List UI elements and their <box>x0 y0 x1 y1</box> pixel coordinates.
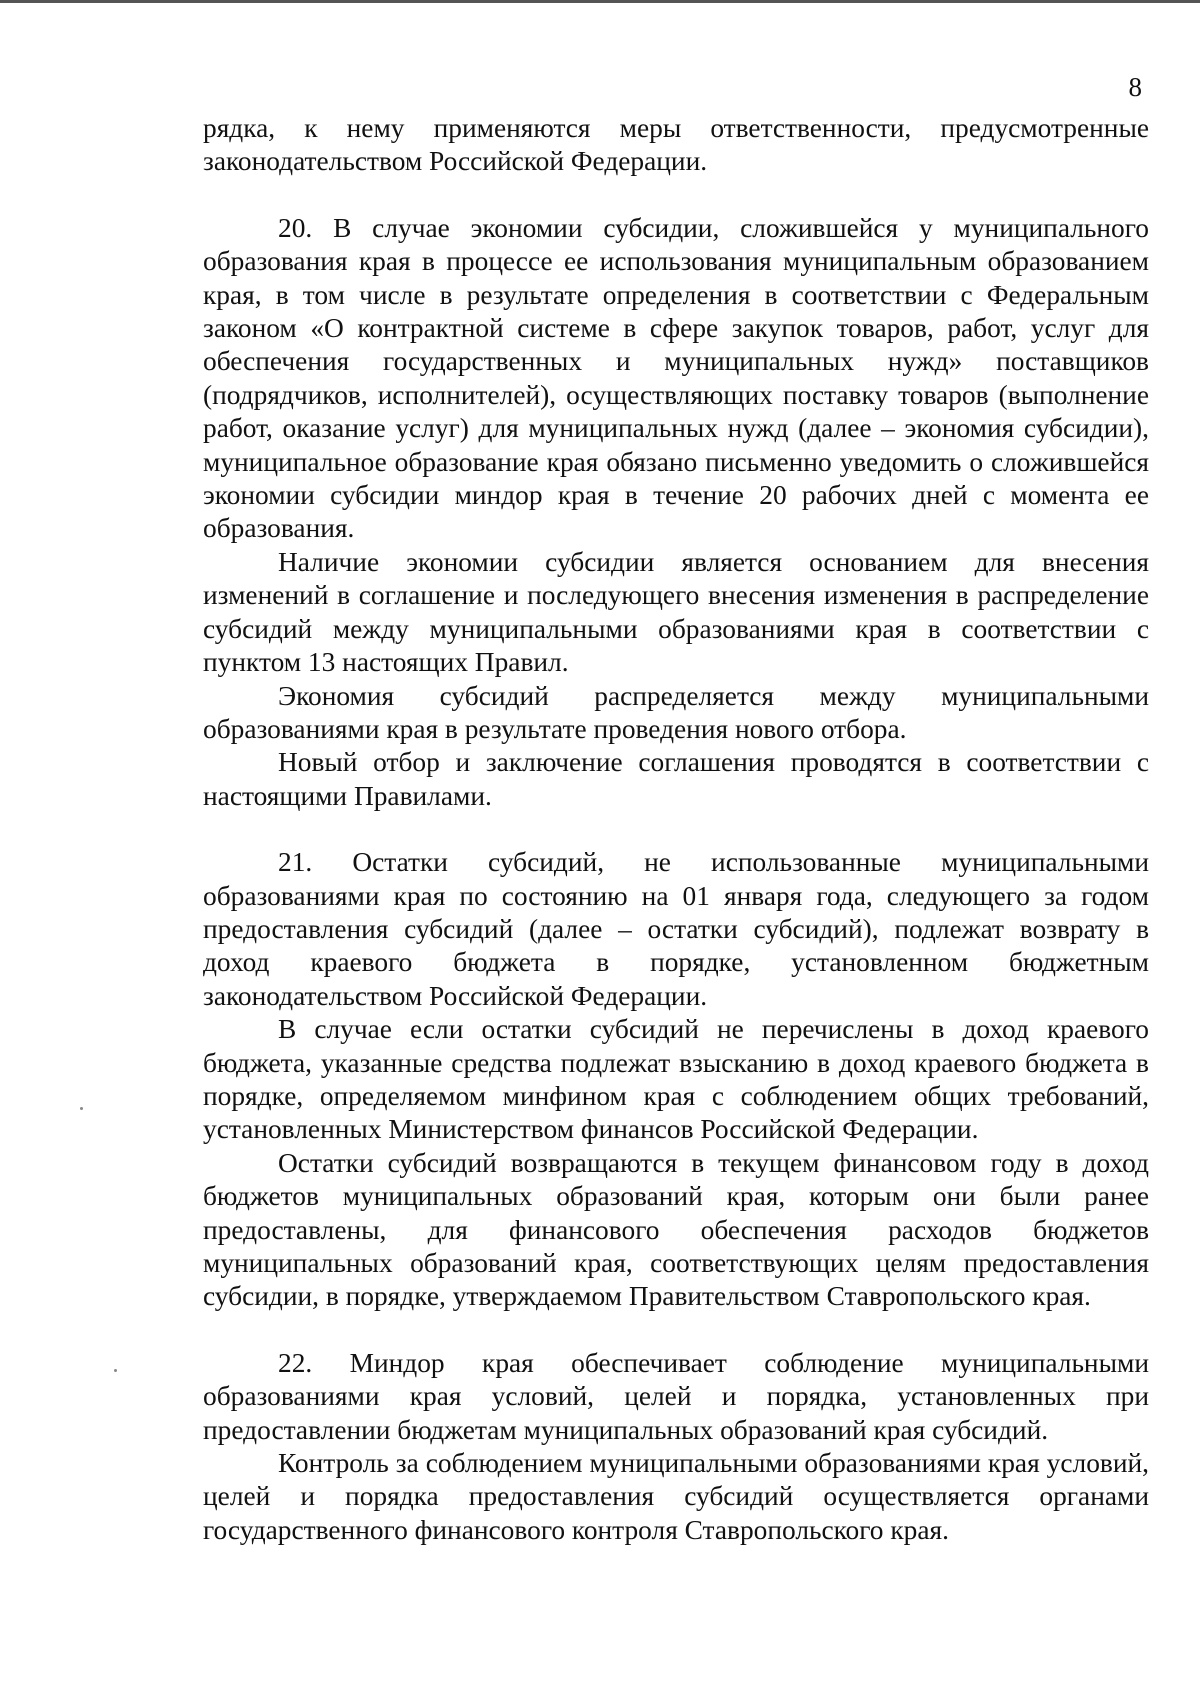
paragraph-clause-22: 22. Миндор края обеспечивает соблюдение муниципальными образованиями края условий, целей и порядка, установленных при предоставлении бюджетам муниципальных образований края субсидий. <box>203 1347 1149 1445</box>
paragraph-continuation: рядка, к нему применяются меры ответственности, предусмотренные законодательством Российской Федерации. <box>203 113 1149 177</box>
paragraph-clause-21: 21. Остатки субсидий, не использованные муниципальными образованиями края по состоянию на 01 января года, следующего за годом предоставления субсидий (далее – остатки субсидий), подлежат возврату в доход краевого бюджета в порядке, установленном бюджетным законодательством Российской Федерации. <box>203 847 1149 1011</box>
paragraph-control: Контроль за соблюдением муниципальными образованиями края условий, целей и порядка предоставления субсидий осуществляется органами государственного финансового контроля Ставропольского края. <box>203 1448 1149 1545</box>
page-number: 8 <box>1128 72 1142 102</box>
scan-top-border <box>0 0 1200 3</box>
document-body <box>203 112 1149 1547</box>
paragraph-clause-20: 20. В случае экономии субсидии, сложившейся у муниципального образования края в процессе ее использования муниципальным образованием края, в том числе в результате определения в соответствии с Федеральным законом «О контрактной системе в сфере закупок товаров, работ, услуг для обеспечения государственных и муниципальных нужд» поставщиков (подрядчиков, исполнителей), осуществляющих поставку товаров (выполнение работ, оказание услуг) для муниципальных нужд (далее – экономия субсидии), муниципальное образование края обязано письменно уведомить о сложившейся экономии субсидии миндор края в течение 20 рабочих дней с момента ее образования. <box>203 212 1149 544</box>
paragraph-savings-distribution: Экономия субсидий распределяется между муниципальными образованиями края в результате проведения нового отбора. <box>203 680 1149 744</box>
paragraph-return-of-balances: Остатки субсидий возвращаются в текущем финансовом году в доход бюджетов муниципальных образований края, которым они были ранее предоставлены, для финансового обеспечения расходов бюджетов муниципальных образований края, соответствующих целям предоставления субсидии, в порядке, утверждаемом Правительством Ставропольского края. <box>203 1147 1149 1312</box>
scan-speck <box>114 1369 117 1372</box>
paragraph-new-selection: Новый отбор и заключение соглашения проводятся в соответствии с настоящими Правилами. <box>203 747 1149 811</box>
paragraph-recovery: В случае если остатки субсидий не перечислены в доход краевого бюджета, указанные средства подлежат взысканию в доход краевого бюджета в порядке, определяемом минфином края с соблюдением общих требований, установленных Министерством финансов Российской Федерации. <box>203 1014 1149 1145</box>
scan-speck <box>80 1107 83 1110</box>
paragraph-savings-basis: Наличие экономии субсидии является основанием для внесения изменений в соглашение и последующего внесения изменения в распределение субсидий между муниципальными образованиями края в соответствии с пунктом 13 настоящих Правил. <box>203 546 1149 678</box>
